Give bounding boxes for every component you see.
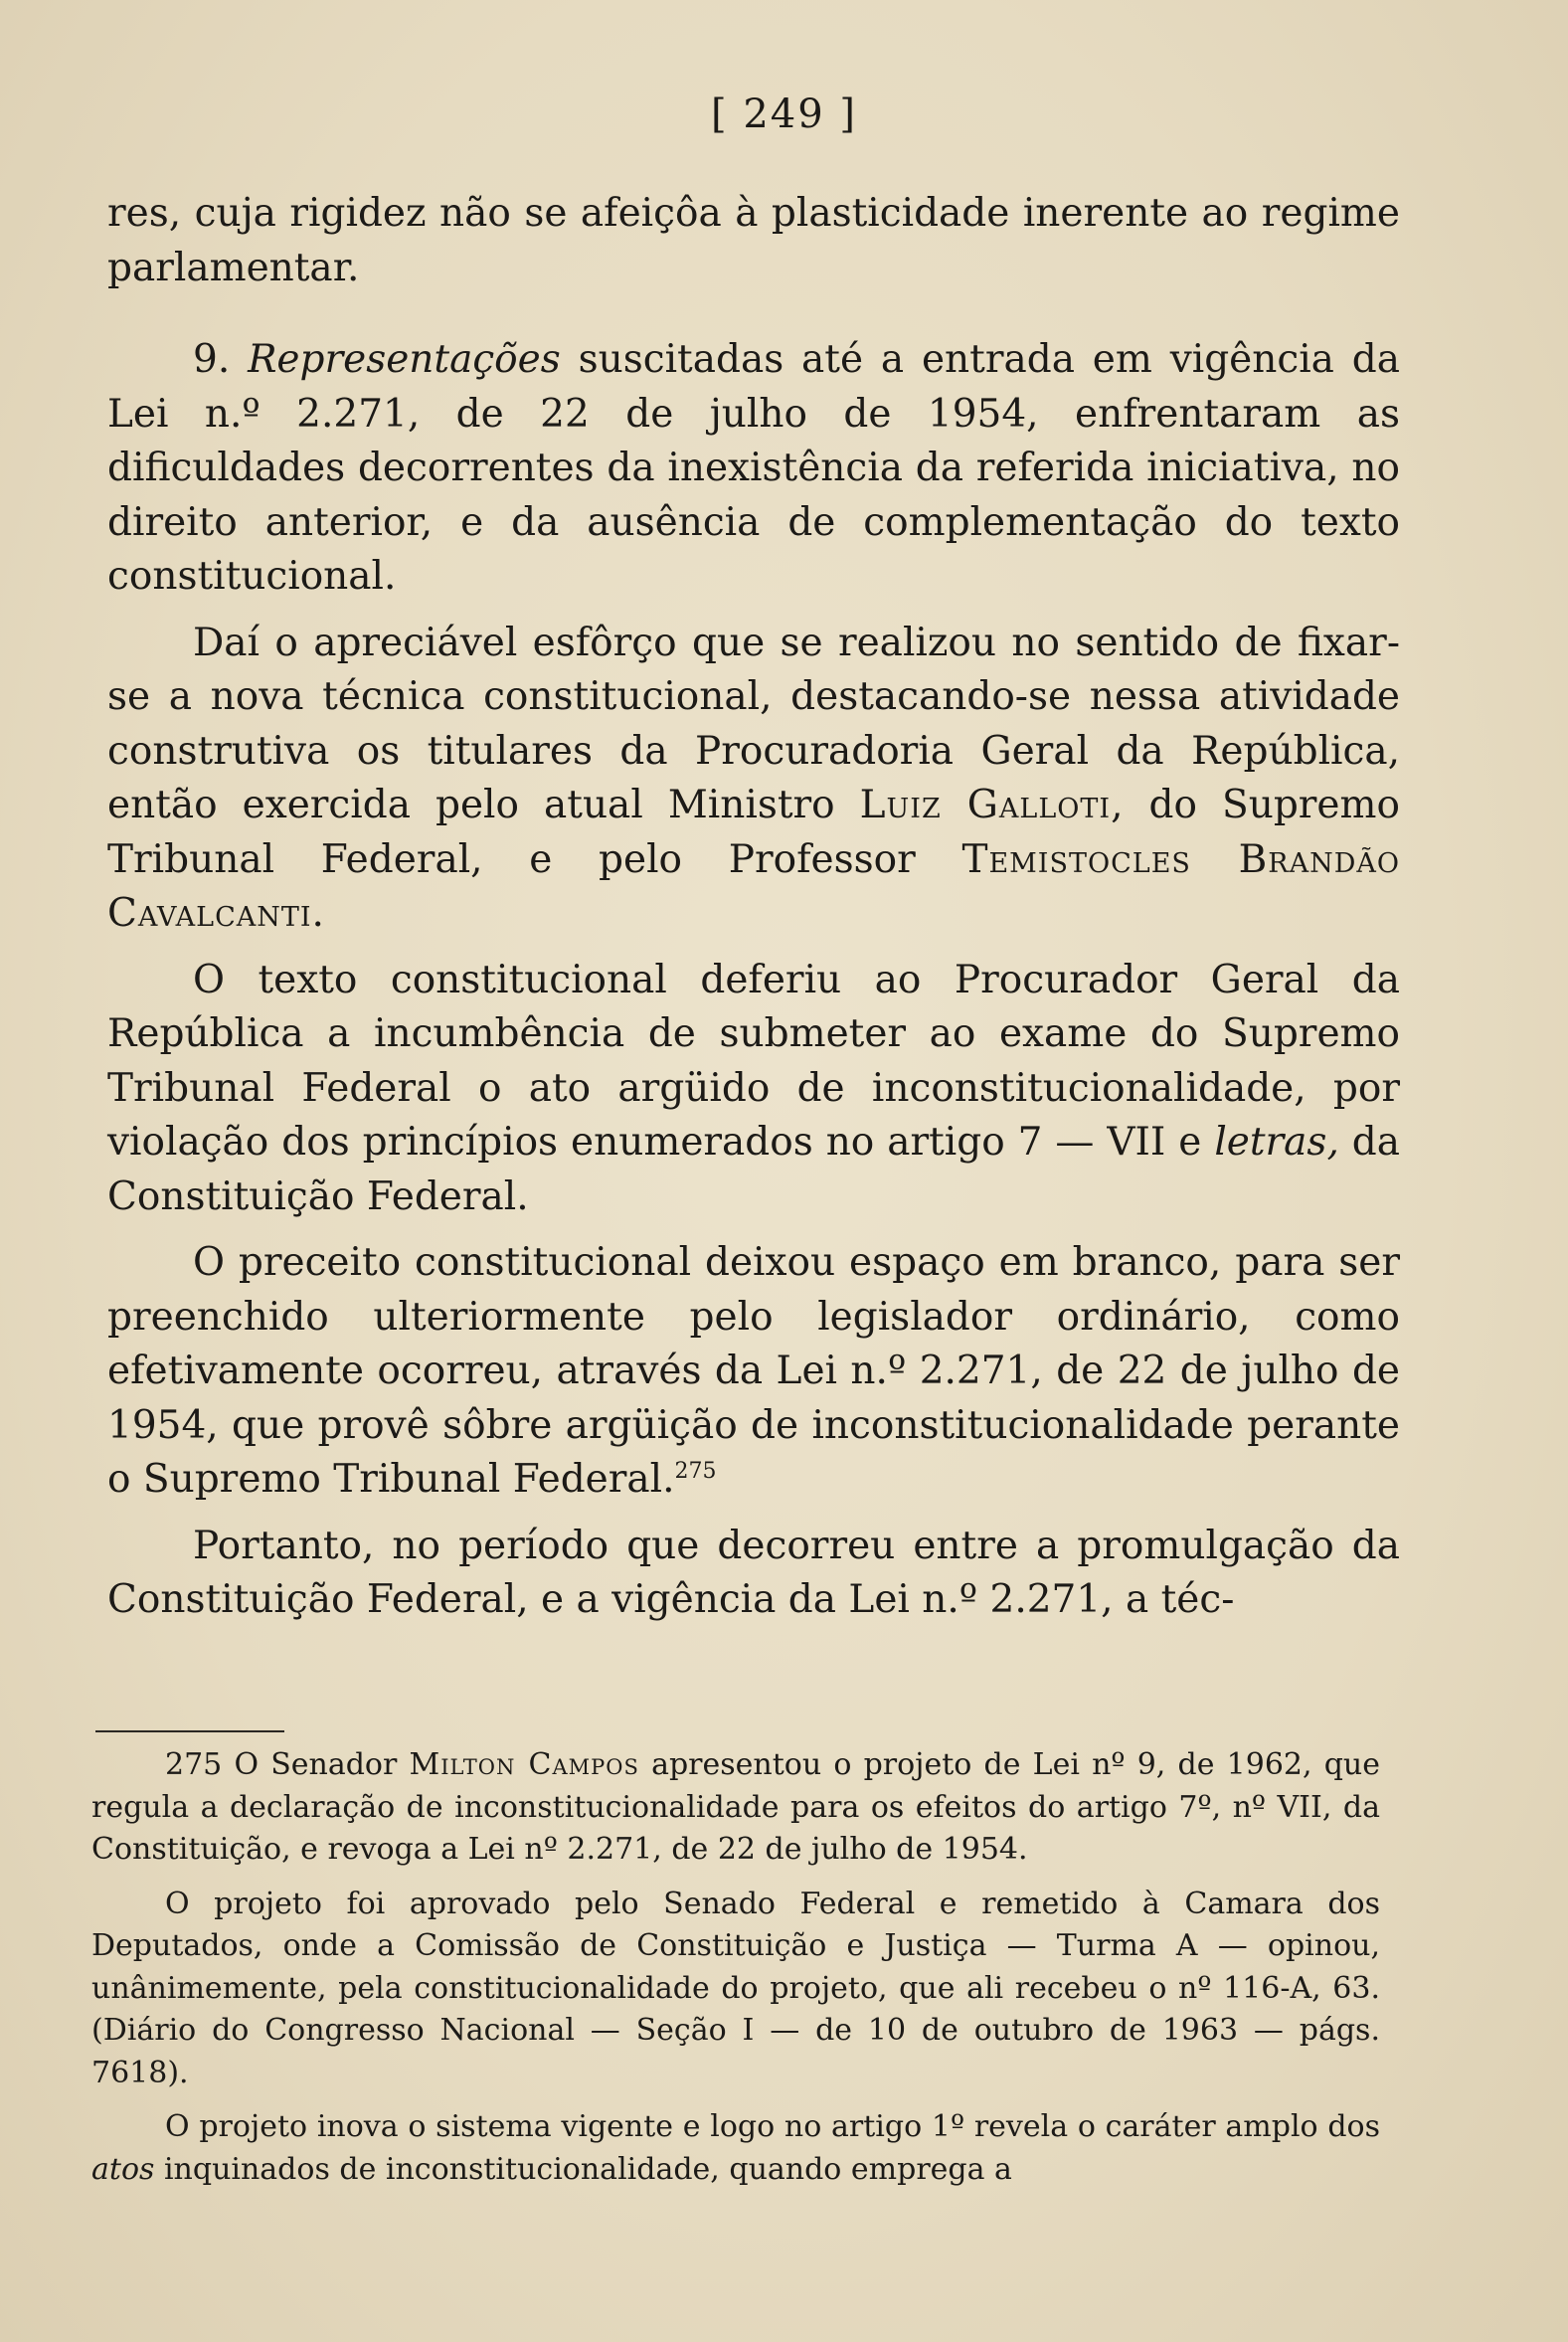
footnote-text: apresentou o projeto de Lei nº 9, de 1962, que regula a declaração de inconstitucionalidade para os efeitos do artigo 7º, nº VII, da Constituição, e revoga a Lei nº 2.271, de 22 de julho de 1954. [91, 1747, 1380, 1867]
footnote-number: 275 [165, 1747, 223, 1782]
paragraph-text: da Constituição Federal. [107, 1120, 1401, 1219]
paragraph-text: do Supremo Tribunal Federal, e pelo Professor [107, 783, 1400, 882]
main-text [107, 187, 1400, 1640]
paragraph [107, 617, 1400, 942]
footnotes [91, 1744, 1380, 2203]
paragraph [107, 954, 1400, 1225]
footnote-reference: 275 [674, 1459, 717, 1484]
paragraph-text: Daí o apreciável esfôrço que se realizou no sentido de fixar-se a nova técnica constitucional, destacando-se nessa atividade construtiva os titulares da Procuradoria Geral da República, então exercida pelo atual Ministro [107, 620, 1400, 827]
footnote-text: inquinados de inconstitucionalidade, quando emprega a [154, 2151, 1012, 2187]
person-name: Milton Campos [409, 1747, 639, 1782]
page-number: [ 249 ] [711, 91, 857, 137]
paragraph-text: . [311, 891, 324, 936]
paragraph: Portanto, no período que decorreu entre a promulgação da Constituição Federal, e a vigência da Lei n.º 2.271, a téc- [107, 1523, 1400, 1622]
paragraph [107, 1236, 1400, 1508]
paragraph-text: suscitadas até a entrada em vigência da Lei n.º 2.271, de 22 de julho de 1954, enfrentaram as dificuldades decorrentes da inexistência da referida iniciativa, no direito anterior, e da ausência de complementação do texto constitucional. [107, 337, 1400, 599]
italic-term: letras, [1214, 1120, 1339, 1165]
footnote-divider [95, 1730, 284, 1732]
italic-term: atos [91, 2151, 155, 2187]
footnote-275 [91, 1744, 1380, 1872]
paragraph-text: O texto constitucional deferiu ao Procurador Geral da República a incumbência de submeter ao exame do Supremo Tribunal Federal o ato argüido de inconstitucionalidade, por violação dos princípios enumerados no artigo 7 — VII e [107, 957, 1400, 1165]
footnote-text: O projeto inova o sistema vigente e logo no artigo 1º revela o caráter amplo dos [165, 2109, 1380, 2144]
paragraph-section-9 [107, 333, 1400, 605]
paragraph-text: O preceito constitucional deixou espaço em branco, para ser preenchido ulteriormente pelo legislador ordinário, como efetivamente ocorreu, através da Lei n.º 2.271, de 22 de julho de 1954, que provê sôbre argüição de inconstitucionalidade perante o Supremo Tribunal Federal. [107, 1240, 1400, 1502]
footnote-paragraph [91, 2106, 1380, 2191]
footnote-text: O Senador [222, 1747, 410, 1782]
person-name: Luiz Galloti, [859, 783, 1125, 827]
person-name: Temistocles Brandão Cavalcanti [107, 836, 1400, 936]
paragraph-continuation: res, cuja rigidez não se afeiçôa à plasticidade inerente ao regime parlamentar. [107, 191, 1400, 290]
section-number: 9. [193, 337, 231, 382]
footnote-paragraph: O projeto foi aprovado pelo Senado Federal e remetido à Camara dos Deputados, onde a Comissão de Constituição e Justiça — Turma A — opinou, unânimemente, pela constitucionalidade do projeto, que ali recebeu o nº 116-A, 63. (Diário do Congresso Nacional — Seção I — de 10 de outubro de 1963 — págs. 7618). [91, 1886, 1380, 2090]
italic-term: Representações [248, 337, 561, 382]
